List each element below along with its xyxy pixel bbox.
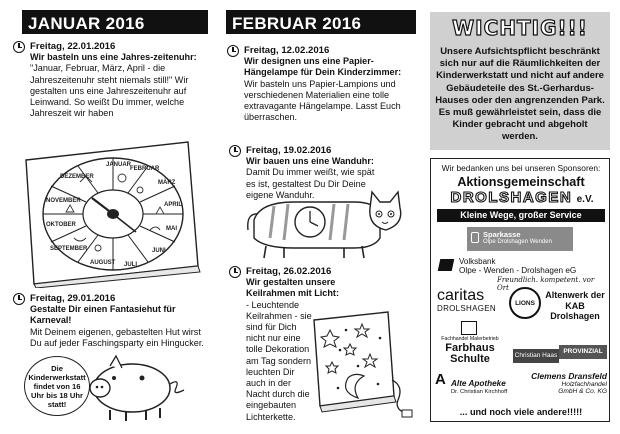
- entry-title: Gestalte Dir einen Fantasiehut für Karneval!: [30, 304, 176, 326]
- dransfeld-line1: Holzfachhandel: [561, 381, 607, 388]
- apotheke-name: Alte Apotheke: [451, 379, 506, 388]
- january-entry-1: [30, 41, 208, 119]
- farbhaus-name: Farbhaus: [445, 342, 495, 354]
- entry-body: "Januar, Februar, März, April - die Jahreszeitenuhr steht niemals still!" Wir gestalten uns eine Jahreszeitenuhr auf Leinwand. So weißt Du immer, welche Jahreszeit wir haben: [30, 63, 189, 119]
- clock-icon: [13, 293, 25, 305]
- wheel-label-nov: NOVEMBER: [46, 198, 81, 204]
- season-wheel-icon: [20, 138, 202, 288]
- wheel-label-oct: OKTOBER: [46, 222, 76, 228]
- wheel-label-jul: JULI: [124, 262, 138, 268]
- caritas-logo: [437, 287, 507, 317]
- pig-illustration: [80, 348, 190, 424]
- wheel-label-sep: SEPTEMBER: [50, 246, 88, 252]
- notice-box: [430, 12, 610, 150]
- caritas-sub: DROLSHAGEN: [437, 304, 497, 313]
- kab-text: Altenwerk der KAB Drolshagen: [545, 290, 605, 321]
- february-entry-1: [244, 45, 416, 123]
- sparkasse-s-icon: [471, 232, 479, 243]
- sponsors-closing: ... und noch viele andere!!!!!: [459, 407, 583, 417]
- sparkasse-sub: Olpe Drolshagen Wenden: [483, 239, 552, 245]
- dransfeld-line2: GmbH & Co. KG: [558, 388, 607, 395]
- volksbank-slogan: Freundlich. kompetent. vor Ort: [497, 276, 595, 292]
- clock-icon: [13, 41, 25, 53]
- clock-icon: [229, 266, 241, 278]
- farbhaus-box-icon: [461, 321, 477, 335]
- cat-clock-icon: [244, 190, 406, 260]
- provinzial-logo: [559, 345, 607, 359]
- light-canvas-illustration: [310, 310, 420, 422]
- dransfeld-name: Clemens Dransfeld: [531, 371, 607, 381]
- pig-icon: [80, 348, 190, 424]
- entry-date: Freitag, 26.02.2016: [246, 266, 332, 277]
- entry-date: Freitag, 12.02.2016: [244, 45, 330, 56]
- sponsors-thanks: Wir bedanken uns bei unseren Sponsoren:: [441, 163, 601, 173]
- notice-text: Unsere Aufsichtspflicht beschränkt sich nur auf die Räumlichkeiten der Kinderwerkstatt und nicht auf andere Gebäudeteile des St.-Gerhardus-Hauses oder den angrenzenden Park. Es muß gewährleistet sein, dass die Kinder gebracht und abgeholt werden.: [435, 46, 605, 143]
- entry-body: - Leuchtende Keilrahmen - sie sind für Dich nicht nur eine tolle Dekoration am Tag sondern leuchten Dir auch in der Nacht durch die eingebauten Lichterkette.: [246, 299, 312, 422]
- fachhandel-label: Fachhandel Malerbetrieb: [441, 336, 499, 342]
- lions-label: LIONS: [515, 299, 535, 307]
- entry-body: Damit Du immer weißt, wie spät es ist, gestaltest Du Dir Deine eigene Wanduhr.: [246, 167, 375, 200]
- wheel-label-mar: MÄRZ: [158, 180, 176, 186]
- christian-haas-logo: [513, 349, 559, 363]
- farbhaus-logo: [435, 321, 505, 365]
- pig-note-text: Die Kinderwerkstatt findet von 16 Uhr bis 18 Uhr statt!: [28, 363, 86, 409]
- notice-title: WICHTIG!!!: [452, 16, 588, 40]
- wheel-label-apr: APRIL: [164, 202, 182, 208]
- wheel-label-jun: JUNI: [152, 248, 166, 254]
- january-entry-2: [30, 293, 208, 349]
- lions-logo: [509, 287, 541, 319]
- wheel-label-feb: FEBRUAR: [130, 166, 160, 172]
- entry-title: Wir bauen uns eine Wanduhr:: [246, 156, 374, 167]
- season-wheel-illustration: [20, 138, 202, 288]
- entry-body: Mit Deinem eigenen, gebastelten Hut wirst Du auf jeder Faschingsparty ein Hingucker.: [30, 326, 204, 348]
- apotheke-a-icon: A: [435, 371, 446, 388]
- aktion-slogan: Kleine Wege, großer Service: [437, 209, 605, 222]
- aktion-name-row: [439, 189, 605, 207]
- aktion-title: Aktionsgemeinschaft: [457, 175, 585, 189]
- sparkasse-name: Sparkasse: [483, 230, 521, 239]
- clock-icon: [227, 45, 239, 57]
- clock-icon: [229, 145, 241, 157]
- apotheke-sub: Dr. Christian Kirchhoff: [451, 389, 508, 395]
- entry-date: Freitag, 29.01.2016: [30, 293, 116, 304]
- caritas-name: caritas: [437, 287, 485, 304]
- volksbank-x-icon: [438, 259, 455, 271]
- entry-title: Wir gestalten unsere Keilrahmen mit Licht:: [246, 277, 339, 299]
- wheel-label-may: MAI: [166, 226, 177, 232]
- entry-body: Wir basteln uns Papier-Lampions und verschiedenen Materialien eine tolle extravagante Hängelampe. Lasst Euch überraschen.: [244, 78, 401, 123]
- aktion-suffix: e.V.: [576, 194, 594, 205]
- volksbank-name: Volksbank: [459, 257, 496, 266]
- wheel-label-aug: AUGUST: [90, 260, 116, 266]
- light-canvas-icon: [310, 310, 420, 422]
- apotheke-logo: [435, 371, 511, 401]
- february-header: FEBRUAR 2016: [226, 10, 416, 34]
- christian-haas-text: Christian Haas: [514, 352, 558, 359]
- entry-date: Freitag, 19.02.2016: [246, 145, 332, 156]
- entry-title: Wir designen uns eine Papier-Hängelampe für Dein Kinderzimmer:: [244, 56, 402, 78]
- entry-date: Freitag, 22.01.2016: [30, 41, 116, 52]
- cat-clock-illustration: [244, 190, 406, 260]
- entry-title: Wir basteln uns eine Jahres-zeitenuhr:: [30, 52, 197, 63]
- aktion-name: DROLSHAGEN: [450, 189, 573, 206]
- farbhaus-sub: Schulte: [450, 353, 490, 365]
- sparkasse-logo: [467, 227, 573, 251]
- provinzial-text: PROVINZIAL: [563, 348, 603, 355]
- wheel-label-dec: DEZEMBER: [60, 174, 94, 180]
- sponsors-box: [430, 158, 610, 422]
- kinderwerkstatt-note-bubble: [24, 356, 90, 416]
- dransfeld-logo: [513, 371, 607, 401]
- volksbank-logo: [437, 257, 605, 292]
- volksbank-sub: Olpe - Wenden - Drolshagen eG: [459, 266, 577, 275]
- wheel-label-jan: JANUAR: [106, 162, 132, 168]
- january-header: JANUAR 2016: [22, 10, 208, 34]
